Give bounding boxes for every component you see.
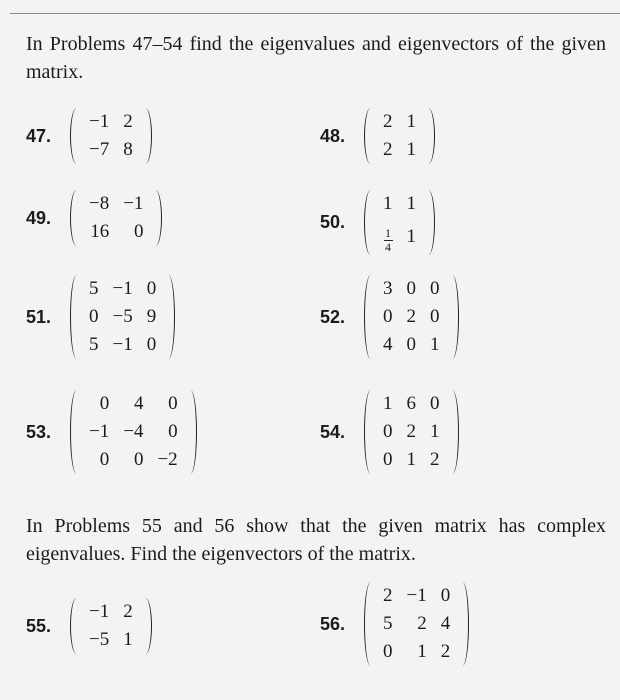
problem-55 bbox=[26, 598, 152, 654]
matrix: 2 −1 0 5 2 4 0 1 2 bbox=[364, 582, 469, 666]
problem-48 bbox=[320, 108, 435, 164]
matrix: 3 0 0 0 2 0 4 0 1 bbox=[364, 275, 459, 359]
intro-paragraph: In Problems 47–54 find the eigenvalues and eigenvectors of the given matrix. bbox=[26, 33, 606, 83]
problem-number: 49. bbox=[26, 207, 52, 228]
problem-54 bbox=[320, 390, 459, 474]
problem-number: 52. bbox=[320, 306, 346, 327]
matrix: −1 2 −7 8 bbox=[70, 108, 152, 164]
problem-53 bbox=[26, 390, 197, 474]
matrix: 5 −1 0 0 −5 9 5 −1 0 bbox=[70, 275, 175, 359]
problem-number: 54. bbox=[320, 421, 346, 442]
matrix: 0 4 0 −1 −4 0 0 0 −2 bbox=[70, 390, 197, 474]
problem-number: 53. bbox=[26, 421, 52, 442]
problem-52 bbox=[320, 275, 459, 359]
problem-56 bbox=[320, 582, 469, 666]
problem-number: 47. bbox=[26, 125, 52, 146]
problem-number: 50. bbox=[320, 212, 346, 232]
fraction-one-quarter: $\frac{1}{4}$ bbox=[385, 226, 391, 254]
problem-number: 48. bbox=[320, 125, 346, 146]
matrix: −1 2 −5 1 bbox=[70, 598, 152, 654]
complex-paragraph: In Problems 55 and 56 show that the given matrix has complex eigenvalues. Find the eigenvectors of the matrix. bbox=[26, 515, 606, 565]
matrix: 2 1 2 1 bbox=[364, 108, 435, 164]
problem-number: 55. bbox=[26, 615, 52, 636]
problem-47 bbox=[26, 108, 152, 164]
problem-number: 56. bbox=[320, 613, 346, 634]
matrix: −8 −1 16 0 bbox=[70, 190, 162, 246]
problem-50 bbox=[320, 190, 435, 255]
top-rule bbox=[10, 13, 620, 14]
matrix: 1 6 0 0 2 1 0 1 2 bbox=[364, 390, 459, 474]
matrix: 1 1 $\frac{1}{4}$ 1 bbox=[364, 190, 435, 255]
problem-49 bbox=[26, 190, 162, 246]
problem-number: 51. bbox=[26, 306, 52, 327]
problem-51 bbox=[26, 275, 175, 359]
